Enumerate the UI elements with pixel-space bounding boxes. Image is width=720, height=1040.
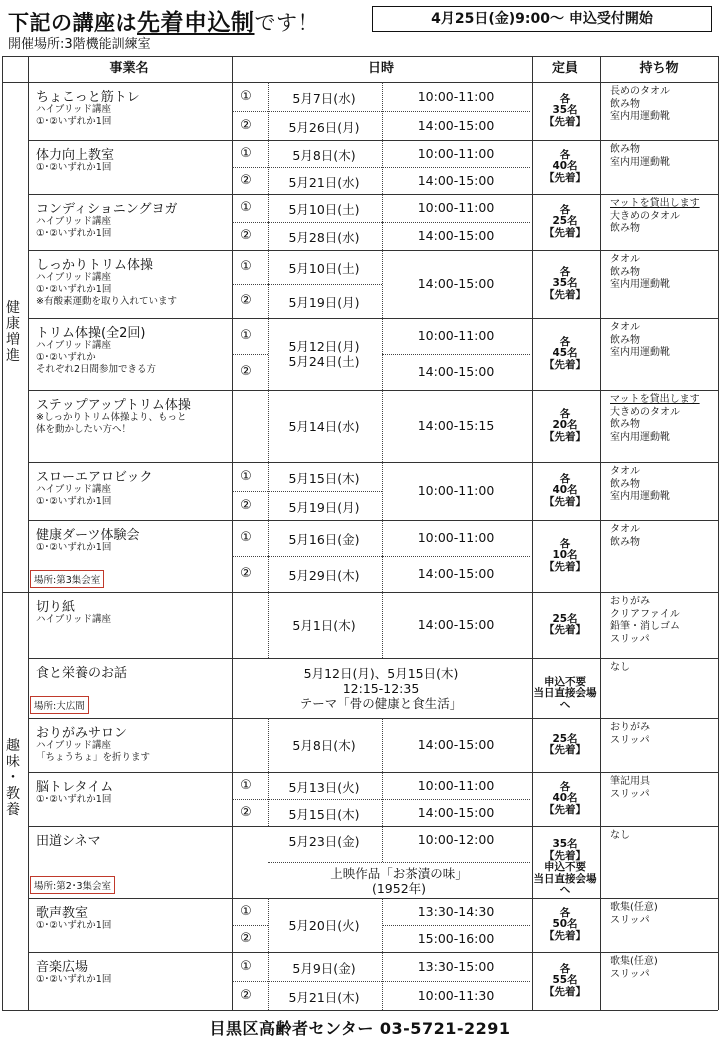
program-name: コンディショニングヨガ — [36, 202, 178, 217]
bring-item: スリッパ — [610, 734, 650, 746]
items-to-bring — [610, 394, 700, 444]
table-rule — [232, 925, 268, 926]
session-number: ① — [240, 259, 252, 274]
items-to-bring — [610, 254, 670, 292]
table-rule — [28, 462, 718, 463]
table-rule — [28, 772, 718, 773]
session-number: ② — [240, 293, 252, 308]
table-rule — [268, 167, 382, 168]
bring-item: スリッパ — [610, 914, 650, 926]
session-date: 5月7日(水) — [292, 90, 356, 106]
session-date: 5月29日(木) — [288, 568, 360, 583]
session-time: 13:30-14:30 — [417, 903, 495, 919]
table-rule — [28, 140, 718, 141]
venue-text: 開催場所:3階機能訓練室 — [8, 37, 151, 52]
items-to-bring — [610, 198, 700, 236]
column-header-capacity: 定員 — [551, 61, 578, 76]
session-number: ① — [240, 903, 252, 919]
items-to-bring — [610, 956, 658, 981]
capacity: 各 45名 【先着】 — [544, 335, 586, 371]
title-prefix: 下記の講座は — [8, 11, 137, 35]
bring-item: クリアファイル — [610, 608, 680, 620]
items-to-bring — [610, 322, 670, 360]
bring-item: タオル — [610, 254, 640, 265]
table-rule — [232, 56, 233, 1010]
session-number: ① — [240, 530, 252, 545]
session-number: ② — [240, 804, 252, 820]
session-number: ① — [240, 468, 252, 484]
capacity: 各 40名 【先着】 — [544, 780, 586, 816]
bring-item: 室内用運動靴 — [610, 111, 670, 122]
table-rule — [382, 167, 530, 168]
program-name: 田道シネマ — [36, 834, 101, 849]
session-datetime: 5月12日(月)、5月15日(木) 12:15-12:35 テーマ「骨の健康と食生活」 — [299, 666, 463, 711]
capacity: 各 40名 【先着】 — [544, 472, 586, 508]
session-number: ② — [240, 930, 252, 946]
session-number: ① — [240, 328, 252, 343]
table-rule — [28, 826, 718, 827]
bring-item: マットを貸出します — [610, 394, 700, 405]
bring-item: 筆記用具 — [610, 776, 650, 787]
column-header-datetime: 日時 — [367, 61, 394, 76]
session-number: ① — [240, 145, 252, 161]
bring-item: マットを貸出します — [610, 198, 700, 209]
bring-item: 長めのタオル — [610, 86, 670, 97]
session-time: 15:00-16:00 — [417, 930, 495, 946]
program-name: 健康ダーツ体験会 — [36, 528, 140, 543]
capacity: 25名 【先着】 — [544, 612, 586, 636]
bring-item: 飲み物 — [610, 223, 640, 234]
program-note: ハイブリッド講座 ①･②いずれか それぞれ2日間参加できる方 — [36, 340, 157, 375]
capacity: 各 40名 【先着】 — [544, 148, 586, 184]
program-name: 脳トレタイム — [36, 780, 114, 795]
program-note: ハイブリッド講座 ①･②いずれか1回 ※有酸素運動を取り入れています — [36, 272, 177, 307]
bring-item: 大きめのタオル — [610, 210, 680, 222]
capacity: 各 50名 【先着】 — [544, 906, 586, 942]
session-note: 上映作品「お茶漬の味」 (1952年) — [330, 866, 468, 896]
session-number: ② — [240, 228, 252, 243]
program-name: おりがみサロン — [36, 726, 128, 741]
session-date: 5月23日(金) — [288, 834, 360, 849]
session-date: 5月14日(水) — [288, 418, 360, 434]
program-name: ステップアップトリム体操 — [36, 398, 191, 413]
session-number: ① — [240, 88, 252, 104]
session-time: 13:30-15:00 — [417, 958, 495, 974]
session-date: 5月9日(金) — [292, 960, 356, 976]
session-date: 5月19日(月) — [288, 295, 360, 310]
program-note: ①･②いずれか1回 — [36, 974, 112, 985]
table-rule — [718, 56, 719, 1010]
title-highlight: 先着申込制 — [137, 10, 255, 36]
capacity: 25名 【先着】 — [544, 732, 586, 756]
program-name: スローエアロビック — [36, 470, 153, 485]
session-date: 5月20日(火) — [288, 917, 360, 933]
session-time: 10:00-11:00 — [417, 200, 495, 215]
program-note: ハイブリッド講座 ①･②いずれか1回 — [36, 216, 112, 239]
program-note: ハイブリッド講座 ①･②いずれか1回 — [36, 104, 112, 127]
table-rule — [382, 222, 530, 223]
program-note: ハイブリッド講座 「ちょうちょ」を折ります — [36, 740, 151, 763]
program-note: ハイブリッド講座 ①･②いずれか1回 — [36, 484, 112, 507]
bring-item: スリッパ — [610, 968, 650, 980]
items-to-bring — [610, 144, 670, 169]
table-rule — [28, 318, 718, 319]
session-date: 5月15日(木) — [288, 470, 360, 486]
program-note: ハイブリッド講座 — [36, 614, 111, 625]
table-rule — [268, 222, 382, 223]
items-to-bring — [610, 776, 650, 801]
session-date: 5月8日(木) — [292, 147, 356, 163]
table-rule — [232, 981, 268, 982]
program-note: ①･②いずれか1回 — [36, 162, 112, 173]
column-header-bring: 持ち物 — [639, 61, 679, 76]
session-date: 5月16日(金) — [288, 532, 360, 547]
bring-item: スリッパ — [610, 788, 650, 800]
capacity: 各 55名 【先着】 — [544, 962, 586, 998]
session-number: ① — [240, 777, 252, 793]
table-rule — [382, 354, 530, 355]
session-time: 14:00-15:00 — [417, 737, 495, 752]
category-health: 健 康 増 進 — [6, 300, 20, 364]
bring-item: 室内用運動靴 — [610, 431, 670, 443]
table-rule — [28, 658, 718, 659]
session-time: 10:00-11:00 — [417, 530, 495, 545]
table-rule — [232, 284, 268, 285]
session-time: 10:00-11:00 — [417, 88, 495, 104]
title-suffix: です！ — [254, 11, 319, 35]
table-rule — [2, 56, 3, 1010]
bring-item: 室内用運動靴 — [610, 279, 670, 290]
program-note: ①･②いずれか1回 — [36, 794, 112, 805]
bring-item: 飲み物 — [610, 536, 640, 548]
session-time: 14:00-15:00 — [417, 117, 495, 133]
column-header-program: 事業名 — [109, 61, 149, 76]
bring-item: 室内用運動靴 — [610, 347, 670, 358]
table-rule — [2, 82, 718, 83]
table-rule — [268, 862, 530, 863]
items-to-bring — [610, 830, 630, 843]
bring-item: タオル — [610, 524, 640, 535]
session-time: 14:00-15:15 — [417, 418, 495, 433]
session-number: ② — [240, 987, 252, 1003]
capacity: 各 35名 【先着】 — [544, 92, 586, 128]
table-rule — [232, 491, 268, 492]
session-number: ② — [240, 117, 252, 133]
session-date: 5月21日(木) — [288, 989, 360, 1005]
session-number: ① — [240, 200, 252, 215]
session-date: 5月28日(水) — [288, 230, 360, 245]
table-rule — [28, 952, 718, 953]
capacity: 各 25名 【先着】 — [544, 203, 586, 239]
items-to-bring — [610, 524, 640, 549]
session-number: ② — [240, 364, 252, 379]
bring-item: スリッパ — [610, 633, 650, 645]
program-name: しっかりトリム体操 — [36, 258, 154, 273]
session-time: 10:00-11:30 — [417, 987, 495, 1003]
items-to-bring — [610, 722, 650, 747]
bring-item: おりがみ — [610, 596, 650, 607]
session-number: ① — [240, 958, 252, 974]
session-time: 14:00-15:00 — [417, 228, 495, 243]
registration-start-banner: 4月25日(金)9:00～ 申込受付開始 — [372, 6, 712, 32]
program-name: ちょこっと筋トレ — [36, 90, 140, 105]
session-time: 14:00-15:00 — [417, 804, 495, 820]
category-hobby: 趣 味 ・ 教 養 — [6, 738, 20, 818]
table-rule — [268, 284, 382, 285]
table-rule — [2, 56, 718, 57]
bring-item: 室内用運動靴 — [610, 156, 670, 168]
table-rule — [382, 111, 530, 112]
capacity: 各 35名 【先着】 — [544, 265, 586, 301]
bring-item: 大きめのタオル — [610, 406, 680, 418]
bring-item: 歌集(任意) — [610, 956, 658, 967]
capacity: 申込不要 当日直接会場へ — [533, 675, 597, 711]
table-rule — [268, 556, 382, 557]
table-rule — [28, 56, 29, 1010]
program-name: 音楽広場 — [36, 960, 89, 975]
session-date: 5月8日(木) — [292, 737, 356, 753]
session-time: 10:00-11:00 — [417, 145, 495, 161]
session-time: 10:00-12:00 — [417, 832, 495, 847]
bring-item: タオル — [610, 322, 640, 333]
bring-item: なし — [610, 662, 630, 673]
session-time: 14:00-15:00 — [417, 617, 495, 632]
session-number: ② — [240, 566, 252, 581]
table-rule — [232, 354, 268, 355]
bring-item: なし — [610, 830, 630, 841]
table-rule — [28, 390, 718, 391]
items-to-bring — [610, 662, 630, 675]
bring-item: 飲み物 — [610, 144, 640, 155]
table-rule — [2, 592, 718, 593]
session-time: 14:00-15:00 — [417, 172, 495, 188]
table-rule — [268, 111, 382, 112]
bring-item: 飲み物 — [610, 478, 640, 490]
table-rule — [382, 799, 530, 800]
session-date: 5月1日(木) — [292, 617, 356, 633]
table-rule — [28, 520, 718, 521]
session-time: 14:00-15:00 — [417, 276, 495, 291]
table-rule — [268, 981, 382, 982]
session-time: 14:00-15:00 — [417, 566, 495, 581]
bring-item: タオル — [610, 466, 640, 477]
table-rule — [268, 491, 382, 492]
table-rule — [2, 1010, 718, 1011]
session-date: 5月13日(火) — [288, 779, 360, 795]
location-tag: 場所:第2･3集会室 — [30, 876, 115, 894]
program-name: 歌声教室 — [36, 906, 89, 921]
bring-item: 鉛筆・消しゴム — [610, 621, 680, 632]
program-name: トリム体操(全2回) — [36, 326, 146, 341]
table-rule — [382, 556, 530, 557]
program-note: ①･②いずれか1回 — [36, 920, 112, 931]
capacity: 各 20名 【先着】 — [544, 407, 586, 443]
items-to-bring — [610, 596, 680, 646]
bring-item: 歌集(任意) — [610, 902, 658, 913]
table-rule — [232, 799, 268, 800]
session-date: 5月10日(土) — [288, 202, 360, 217]
items-to-bring — [610, 466, 670, 504]
program-note: ※しっかりトリム体操より、もっと 体を動かしたい方へ！ — [36, 412, 187, 435]
table-rule — [28, 194, 718, 195]
session-date: 5月15日(木) — [288, 806, 360, 822]
items-to-bring — [610, 86, 670, 124]
session-number: ② — [240, 497, 252, 513]
session-date: 5月21日(水) — [288, 174, 360, 190]
session-time: 10:00-11:00 — [417, 777, 495, 793]
session-number: ② — [240, 172, 252, 188]
program-name: 食と栄養のお話 — [36, 666, 128, 681]
bring-item: 飲み物 — [610, 419, 640, 430]
bring-item: 飲み物 — [610, 266, 640, 278]
session-time: 10:00-11:00 — [417, 328, 495, 343]
table-rule — [232, 222, 268, 223]
table-rule — [232, 167, 268, 168]
session-time: 10:00-11:00 — [417, 483, 495, 498]
bring-item: 飲み物 — [610, 334, 640, 346]
capacity: 35名 【先着】 申込不要 当日直接会場へ — [533, 838, 597, 896]
bring-item: 室内用運動靴 — [610, 491, 670, 502]
table-rule — [232, 556, 268, 557]
bring-item: おりがみ — [610, 722, 650, 733]
location-tag: 場所:第3集会室 — [30, 570, 104, 588]
session-date: 5月10日(土) — [288, 261, 360, 276]
session-date: 5月26日(月) — [288, 119, 360, 135]
table-rule — [382, 981, 530, 982]
table-rule — [28, 250, 718, 251]
session-date: 5月12日(月) 5月24日(土) — [288, 339, 360, 369]
program-name: 体力向上教室 — [36, 148, 115, 163]
table-rule — [28, 898, 718, 899]
items-to-bring — [610, 902, 658, 927]
session-date: 5月19日(月) — [288, 499, 360, 515]
location-tag: 場所:大広間 — [30, 696, 89, 714]
program-note: ①･②いずれか1回 — [36, 542, 112, 553]
footer-contact: 目黒区高齢者センター 03-5721-2291 — [209, 1019, 511, 1038]
table-rule — [28, 718, 718, 719]
table-rule — [232, 111, 268, 112]
program-name: 切り紙 — [36, 600, 76, 615]
table-rule — [382, 925, 530, 926]
table-rule — [600, 56, 601, 1010]
bring-item: 飲み物 — [610, 98, 640, 110]
table-rule — [268, 799, 382, 800]
session-time: 14:00-15:00 — [417, 364, 495, 379]
capacity: 各 10名 【先着】 — [544, 537, 586, 573]
